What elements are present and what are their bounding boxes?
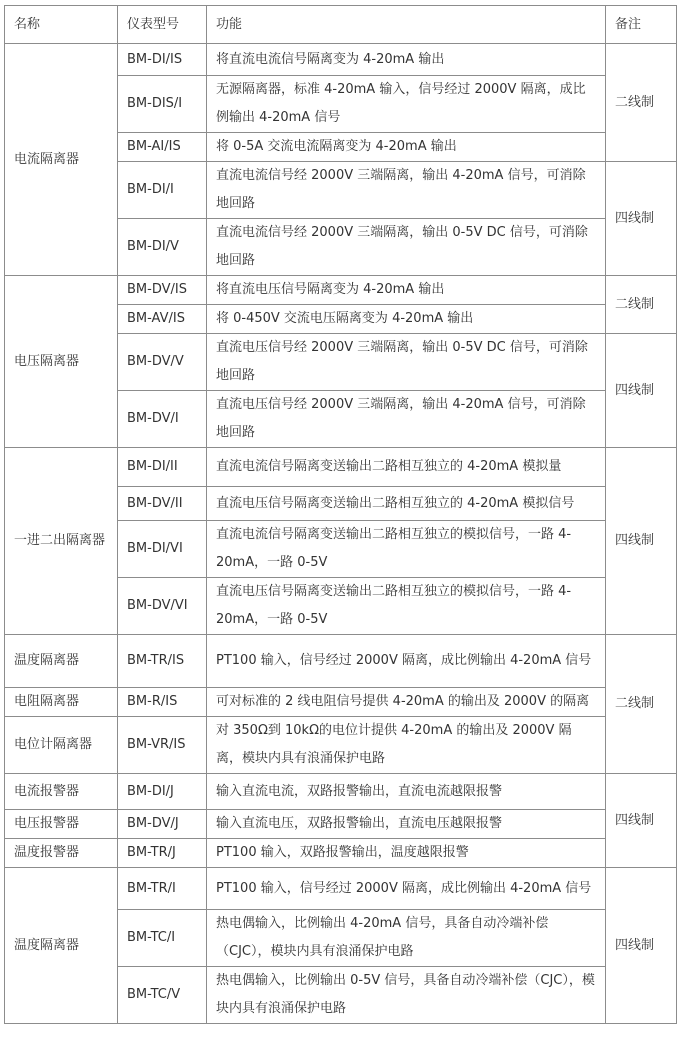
category-cell: 电阻隔离器 (5, 688, 118, 717)
function-cell: 输入直流电流，双路报警输出，直流电流越限报警 (207, 774, 606, 810)
category-cell: 一进二出隔离器 (5, 448, 118, 635)
function-cell: 将直流电流信号隔离变为 4-20mA 输出 (207, 44, 606, 76)
model-cell: BM-DV/II (118, 487, 207, 521)
note-cell: 四线制 (606, 162, 677, 276)
category-cell: 电流隔离器 (5, 44, 118, 276)
model-cell: BM-DV/VI (118, 578, 207, 635)
model-cell: BM-TC/I (118, 910, 207, 967)
function-cell: 可对标准的 2 线电阻信号提供 4-20mA 的输出及 2000V 的隔离 (207, 688, 606, 717)
note-cell: 四线制 (606, 774, 677, 868)
model-cell: BM-R/IS (118, 688, 207, 717)
function-cell: 将 0-5A 交流电流隔离变为 4-20mA 输出 (207, 133, 606, 162)
function-cell: 直流电流信号经 2000V 三端隔离，输出 0-5V DC 信号，可消除地回路 (207, 219, 606, 276)
header-function: 功能 (207, 6, 606, 44)
model-cell: BM-DV/IS (118, 276, 207, 305)
function-cell: PT100 输入，信号经过 2000V 隔离，成比例输出 4-20mA 信号 (207, 868, 606, 910)
function-cell: 直流电压信号隔离变送输出二路相互独立的模拟信号，一路 4-20mA，一路 0-5V (207, 578, 606, 635)
table-row (5, 868, 677, 910)
header-model: 仪表型号 (118, 6, 207, 44)
table-row (5, 688, 677, 717)
note-cell: 二线制 (606, 276, 677, 334)
function-cell: 直流电压信号经 2000V 三端隔离，输出 0-5V DC 信号，可消除地回路 (207, 334, 606, 391)
function-cell: 将 0-450V 交流电压隔离变为 4-20mA 输出 (207, 305, 606, 334)
function-cell: 对 350Ω到 10kΩ的电位计提供 4-20mA 的输出及 2000V 隔离，模块内具有浪涌保护电路 (207, 717, 606, 774)
category-cell: 电压隔离器 (5, 276, 118, 448)
model-cell: BM-DI/II (118, 448, 207, 487)
category-cell: 温度报警器 (5, 839, 118, 868)
model-cell: BM-DI/I (118, 162, 207, 219)
model-cell: BM-DV/I (118, 391, 207, 448)
table-row (5, 448, 677, 487)
category-cell: 电压报警器 (5, 810, 118, 839)
model-cell: BM-DI/J (118, 774, 207, 810)
category-cell: 温度隔离器 (5, 868, 118, 1024)
category-cell: 电位计隔离器 (5, 717, 118, 774)
model-cell: BM-DI/V (118, 219, 207, 276)
isolator-spec-table (4, 5, 677, 1024)
function-cell: 直流电流信号经 2000V 三端隔离，输出 4-20mA 信号，可消除地回路 (207, 162, 606, 219)
note-cell: 二线制 (606, 635, 677, 774)
function-cell: 直流电流信号隔离变送输出二路相互独立的 4-20mA 模拟量 (207, 448, 606, 487)
note-cell: 四线制 (606, 334, 677, 448)
function-cell: 热电偶输入，比例输出 4-20mA 信号，具备自动冷端补偿（CJC），模块内具有浪涌保护电路 (207, 910, 606, 967)
model-cell: BM-DV/J (118, 810, 207, 839)
table-row (5, 839, 677, 868)
model-cell: BM-TC/V (118, 967, 207, 1024)
function-cell: 热电偶输入，比例输出 0-5V 信号，具备自动冷端补偿（CJC），模块内具有浪涌保护电路 (207, 967, 606, 1024)
function-cell: 直流电压信号隔离变送输出二路相互独立的 4-20mA 模拟信号 (207, 487, 606, 521)
function-cell: 直流电流信号隔离变送输出二路相互独立的模拟信号，一路 4-20mA，一路 0-5V (207, 521, 606, 578)
model-cell: BM-AV/IS (118, 305, 207, 334)
model-cell: BM-VR/IS (118, 717, 207, 774)
table-row (5, 635, 677, 688)
function-cell: 直流电压信号经 2000V 三端隔离，输出 4-20mA 信号，可消除地回路 (207, 391, 606, 448)
category-cell: 电流报警器 (5, 774, 118, 810)
model-cell: BM-TR/IS (118, 635, 207, 688)
model-cell: BM-TR/I (118, 868, 207, 910)
model-cell: BM-DV/V (118, 334, 207, 391)
model-cell: BM-DIS/I (118, 76, 207, 133)
model-cell: BM-TR/J (118, 839, 207, 868)
note-cell: 四线制 (606, 868, 677, 1024)
header-note: 备注 (606, 6, 677, 44)
function-cell: 输入直流电压，双路报警输出，直流电压越限报警 (207, 810, 606, 839)
model-cell: BM-DI/VI (118, 521, 207, 578)
header-row (5, 6, 677, 44)
table-row (5, 717, 677, 774)
table-row (5, 44, 677, 76)
category-cell: 温度隔离器 (5, 635, 118, 688)
model-cell: BM-AI/IS (118, 133, 207, 162)
function-cell: 将直流电压信号隔离变为 4-20mA 输出 (207, 276, 606, 305)
table-row (5, 774, 677, 810)
function-cell: PT100 输入，双路报警输出，温度越限报警 (207, 839, 606, 868)
table-row (5, 276, 677, 305)
model-cell: BM-DI/IS (118, 44, 207, 76)
note-cell: 二线制 (606, 44, 677, 162)
header-name: 名称 (5, 6, 118, 44)
table-row (5, 810, 677, 839)
function-cell: PT100 输入，信号经过 2000V 隔离，成比例输出 4-20mA 信号 (207, 635, 606, 688)
function-cell: 无源隔离器，标准 4-20mA 输入，信号经过 2000V 隔离，成比例输出 4-20mA 信号 (207, 76, 606, 133)
note-cell: 四线制 (606, 448, 677, 635)
